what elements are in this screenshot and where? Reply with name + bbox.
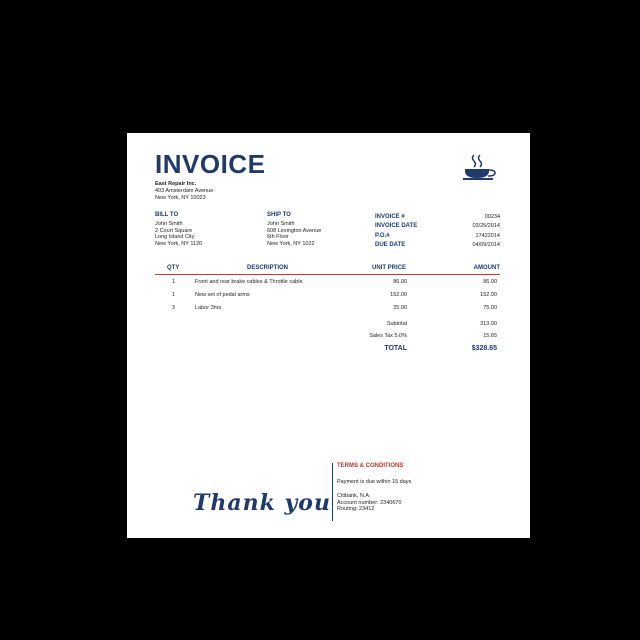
- invoice-title: INVOICE: [155, 149, 266, 179]
- meta-value: 00234: [484, 213, 500, 220]
- bill-to-line: Long Island City: [155, 234, 195, 240]
- table-row: [155, 279, 500, 288]
- company-address-line: New York, NY 10023: [155, 195, 206, 201]
- terms-due: Payment is due within 15 days: [337, 478, 412, 485]
- col-qty: QTY: [167, 265, 180, 271]
- bill-to-line: New York, NY 1120: [155, 240, 203, 247]
- total-row: [155, 345, 500, 354]
- terms-heading: TERMS & CONDITIONS: [337, 463, 404, 469]
- items-table-header: [155, 265, 500, 275]
- meta-label: INVOICE #: [375, 213, 405, 220]
- item-qty: 1: [172, 292, 176, 298]
- item-unit-price: 86.00: [393, 279, 407, 285]
- table-row: [155, 292, 500, 301]
- meta-row: [375, 222, 500, 232]
- bill-to-block: [155, 212, 202, 247]
- item-amount: 152.00: [480, 292, 497, 298]
- company-info: [155, 181, 213, 202]
- bill-to-line: 2 Court Square: [155, 227, 193, 234]
- bill-to-line: John Smith: [155, 221, 183, 227]
- meta-label: INVOICE DATE: [375, 223, 418, 230]
- col-unit-price: UNIT PRICE: [372, 265, 407, 271]
- item-qty: 3: [172, 305, 176, 311]
- invoice-page: [127, 133, 530, 538]
- item-amount: 86.00: [483, 279, 497, 285]
- item-amount: 75.00: [483, 305, 497, 311]
- item-description: Front and rear brake cables & Throttle cable: [195, 279, 303, 285]
- ship-to-line: 6th Floor: [267, 234, 289, 240]
- item-description: New set of pedal arms: [195, 292, 250, 298]
- ship-to-block: [267, 212, 321, 247]
- item-unit-price: 152.00: [390, 292, 407, 298]
- subtotal-label: Subtotal: [386, 321, 407, 327]
- subtotal-value: 313.00: [480, 321, 497, 327]
- ship-to-heading: SHIP TO: [267, 212, 291, 218]
- col-amount: AMOUNT: [473, 265, 500, 271]
- total-value: $328.65: [471, 345, 497, 352]
- tax-row: [155, 333, 500, 342]
- ship-to-line: John Smith: [267, 221, 295, 227]
- subtotal-row: [155, 321, 500, 330]
- thank-you-text: Thank you: [193, 490, 331, 516]
- meta-value: 17422014: [475, 232, 500, 239]
- company-address-line: 403 Amsterdam Avenue: [155, 188, 214, 194]
- item-qty: 1: [172, 279, 176, 285]
- tax-value: 15.65: [483, 333, 497, 339]
- tax-label: Sales Tax 5.0%: [369, 333, 407, 339]
- meta-row: [375, 231, 500, 241]
- ship-to-line: 608 Lexington Avenue: [267, 227, 322, 234]
- terms-bank: Citibank, N.A.: [337, 493, 371, 499]
- terms-block: [337, 463, 411, 513]
- total-label: TOTAL: [384, 345, 407, 352]
- company-name: East Repair Inc.: [155, 181, 197, 187]
- divider: [332, 463, 333, 521]
- coffee-cup-icon: [463, 153, 497, 181]
- meta-value: 04/09/2014: [472, 242, 500, 249]
- meta-row: [375, 241, 500, 251]
- item-unit-price: 25.00: [393, 305, 407, 311]
- item-description: Labor 3hrs: [195, 305, 222, 311]
- invoice-meta: [375, 212, 500, 250]
- table-row: [155, 305, 500, 314]
- terms-account: Account number: 2340670: [337, 499, 402, 506]
- col-description: DESCRIPTION: [247, 265, 289, 271]
- meta-label: P.O.#: [375, 232, 390, 239]
- ship-to-line: New York, NY 1022: [267, 240, 315, 247]
- bill-to-heading: BILL TO: [155, 212, 179, 218]
- meta-label: DUE DATE: [375, 242, 406, 249]
- meta-value: 03/25/2014: [472, 223, 500, 230]
- terms-routing: Routing: 23412: [337, 506, 375, 512]
- meta-row: [375, 212, 500, 222]
